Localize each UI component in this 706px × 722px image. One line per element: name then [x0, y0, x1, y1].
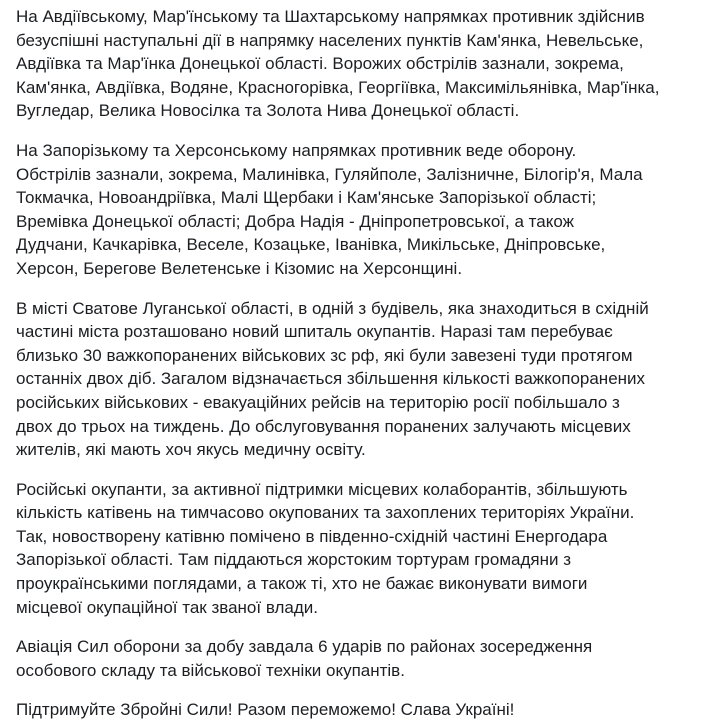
text-line: Авіація Сил оборони за добу завдала 6 ударів по районах зосередження — [16, 637, 593, 657]
paragraph-aviation-strikes — [16, 635, 694, 682]
paragraph-torture-chambers — [16, 478, 694, 620]
paragraph-svatove-hospital — [16, 297, 694, 462]
text-line: Токмачка, Новоандріївка, Малі Щербаки і Кам'янське Запорізької області; — [16, 188, 597, 208]
text-line: Обстрілів зазнали, зокрема, Малинівка, Гуляйполе, Залізничне, Білогір'я, Мала — [16, 164, 643, 184]
text-line: російських військових - евакуаційних рейсів на територію росії побільшало з — [16, 392, 620, 412]
text-line: На Запорізькому та Херсонському напрямках противник веде оборону. — [16, 140, 577, 160]
text-line: місцевої окупаційної так званої влади. — [16, 597, 318, 617]
text-line: Времівка Донецької області; Добра Надія - Дніпропетровської, а також — [16, 211, 574, 231]
text-line: безуспішні наступальні дії в напрямку населених пунктів Кам'янка, Невельське, — [16, 30, 644, 50]
text-line: особового складу та військової техніки окупантів. — [16, 660, 405, 680]
text-line: Дудчани, Качкарівка, Веселе, Козацьке, Іванівка, Микільське, Дніпровське, — [16, 235, 606, 255]
paragraph-frontline-donetsk — [16, 5, 694, 123]
text-line: В місті Сватове Луганської області, в одній з будівель, яка знаходиться в східній — [16, 298, 649, 318]
text-line: Вугледар, Велика Новосілка та Золота Нива Донецької області. — [16, 101, 520, 121]
paragraph-zaporizhzhia-kherson — [16, 139, 694, 281]
text-line: Підтримуйте Збройні Сили! Разом переможемо! Слава Україні! — [16, 700, 515, 720]
text-line: близько 30 важкопоранених військових зс рф, які були завезені туди протягом — [16, 345, 633, 365]
text-line: двох до трьох на тиждень. До обслуговування поранених залучають місцевих — [16, 416, 631, 436]
text-line: Запорізької області. Там піддаються жорстоким тортурам громадяни з — [16, 550, 572, 570]
text-line: останніх двох діб. Загалом відзначається збільшення кількості важкопоранених — [16, 369, 646, 389]
text-line: кількість катівень на тимчасово окупованих та захоплених територіях України. — [16, 503, 635, 523]
text-line: Так, новостворену катівню помічено в південно-східній частині Енергодара — [16, 526, 608, 546]
text-line: частині міста розташовано новий шпиталь окупантів. Наразі там перебуває — [16, 322, 613, 342]
text-line: Херсон, Берегове Велетенське і Кізомис на Херсонщині. — [16, 258, 463, 278]
text-line: жителів, які мають хоч якусь медичну освіту. — [16, 440, 366, 460]
paragraph-closing-slogan — [16, 698, 694, 722]
text-line: Російські окупанти, за активної підтримки місцевих колаборантів, збільшують — [16, 479, 628, 499]
text-line: На Авдіївському, Мар'їнському та Шахтарському напрямках противник здійснив — [16, 7, 645, 26]
text-line: Авдіївка та Мар'їнка Донецької області. Ворожих обстрілів зазнали, зокрема, — [16, 54, 624, 74]
text-line: проукраїнськими поглядами, а також ті, хто не бажає виконувати вимоги — [16, 574, 588, 594]
text-line: Кам'янка, Авдіївка, Водяне, Красногорівка, Георгіївка, Максимільянівка, Мар'їнка, — [16, 77, 660, 97]
